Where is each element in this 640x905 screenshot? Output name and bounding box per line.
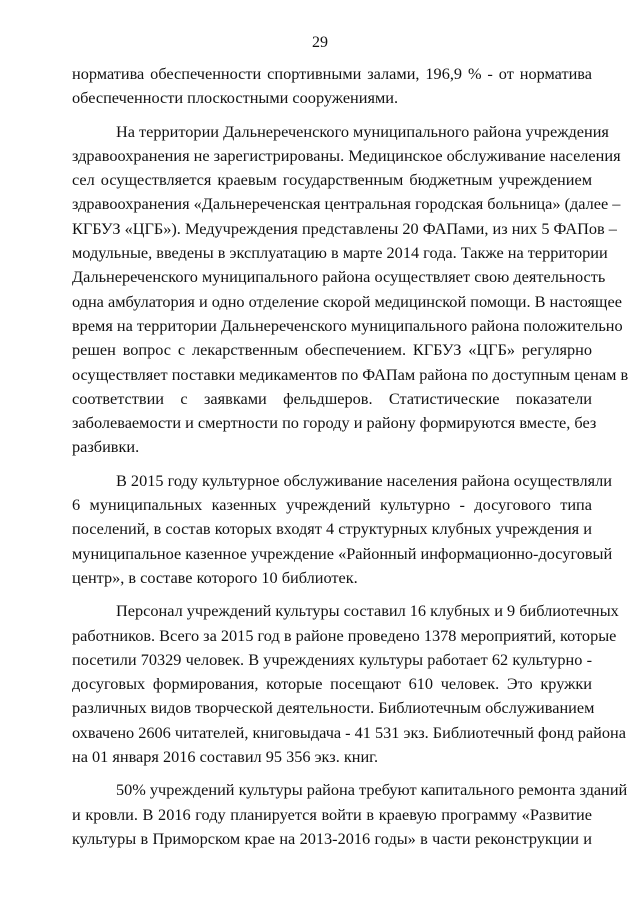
- text-line: здравоохранения не зарегистрированы. Медицинское обслуживание населения: [72, 145, 621, 165]
- text-line: заболеваемости и смертности по городу и району формируются вместе, без: [72, 413, 597, 433]
- text-line: поселений, в состав которых входят 4 структурных клубных учреждения и: [72, 519, 592, 539]
- text-line: Персонал учреждений культуры составил 16 клубных и 9 библиотечных: [116, 601, 619, 621]
- text-line: 50% учреждений культуры района требуют капитального ремонта зданий: [116, 780, 628, 800]
- page-number: 29: [312, 34, 328, 51]
- paragraph-culture-repair: [72, 778, 628, 851]
- text-line: модульные, введены в эксплуатацию в марте 2014 года. Также на территории: [72, 243, 608, 263]
- text-line: обеспеченности плоскостными сооружениями.: [72, 88, 399, 108]
- text-line: муниципальное казенное учреждение «Районный информационно-досуговый: [72, 543, 613, 563]
- text-line: КГБУЗ «ЦГБ»). Медучреждения представлены 20 ФАПами, из них 5 ФАПов –: [72, 218, 617, 238]
- text-line: разбивки.: [72, 437, 140, 457]
- text-line: время на территории Дальнереченского муниципального района положительно: [72, 315, 623, 335]
- text-line: здравоохранения «Дальнереченская центральная городская больница» (далее –: [72, 194, 621, 214]
- text-line: одна амбулатория и одно отделение скорой медицинской помощи. В настоящее: [72, 291, 622, 311]
- text-line: на 01 января 2016 составил 95 356 экз. книг.: [72, 747, 379, 767]
- paragraph-culture-institutions: [72, 469, 613, 590]
- text-line: различных видов творческой деятельности. Библиотечным обслуживанием: [72, 698, 595, 718]
- text-line: Дальнереченского муниципального района осуществляет свою деятельность: [72, 267, 606, 287]
- text-line: центр», в составе которого 10 библиотек.: [72, 567, 358, 587]
- document-body: [72, 62, 629, 860]
- text-line: посетили 70329 человек. В учреждениях культуры работает 62 культурно -: [72, 649, 592, 669]
- text-line: и кровли. В 2016 году планируется войти в краевую программу «Развитие: [72, 804, 592, 824]
- text-line: культуры в Приморском крае на 2013-2016 годы» в части реконструкции и: [72, 828, 592, 848]
- text-line: соответствии с заявками фельдшеров. Статистические показатели: [72, 388, 592, 408]
- text-line: решен вопрос с лекарственным обеспечением. КГБУЗ «ЦГБ» регулярно: [72, 340, 592, 360]
- text-line: 6 муниципальных казенных учреждений культурно - досугового типа: [72, 495, 592, 515]
- paragraph-sports-facilities: [72, 62, 592, 111]
- text-line: охвачено 2606 читателей, книговыдача - 41 531 экз. Библиотечный фонд района: [72, 722, 626, 742]
- paragraph-culture-staff: [72, 599, 626, 769]
- text-line: сел осуществляется краевым государственным бюджетным учреждением: [72, 170, 592, 190]
- text-line: работников. Всего за 2015 год в районе проведено 1378 мероприятий, которые: [72, 625, 617, 645]
- text-line: В 2015 году культурное обслуживание населения района осуществляли: [116, 470, 612, 490]
- text-line: норматива обеспеченности спортивными залами, 196,9 % - от норматива: [72, 64, 592, 83]
- paragraph-healthcare: [72, 120, 629, 460]
- text-line: осуществляет поставки медикаментов по ФАПам района по доступным ценам в: [72, 364, 629, 384]
- text-line: досуговых формирования, которые посещают 610 человек. Это кружки: [72, 674, 592, 694]
- text-line: На территории Дальнереченского муниципального района учреждения: [116, 121, 609, 141]
